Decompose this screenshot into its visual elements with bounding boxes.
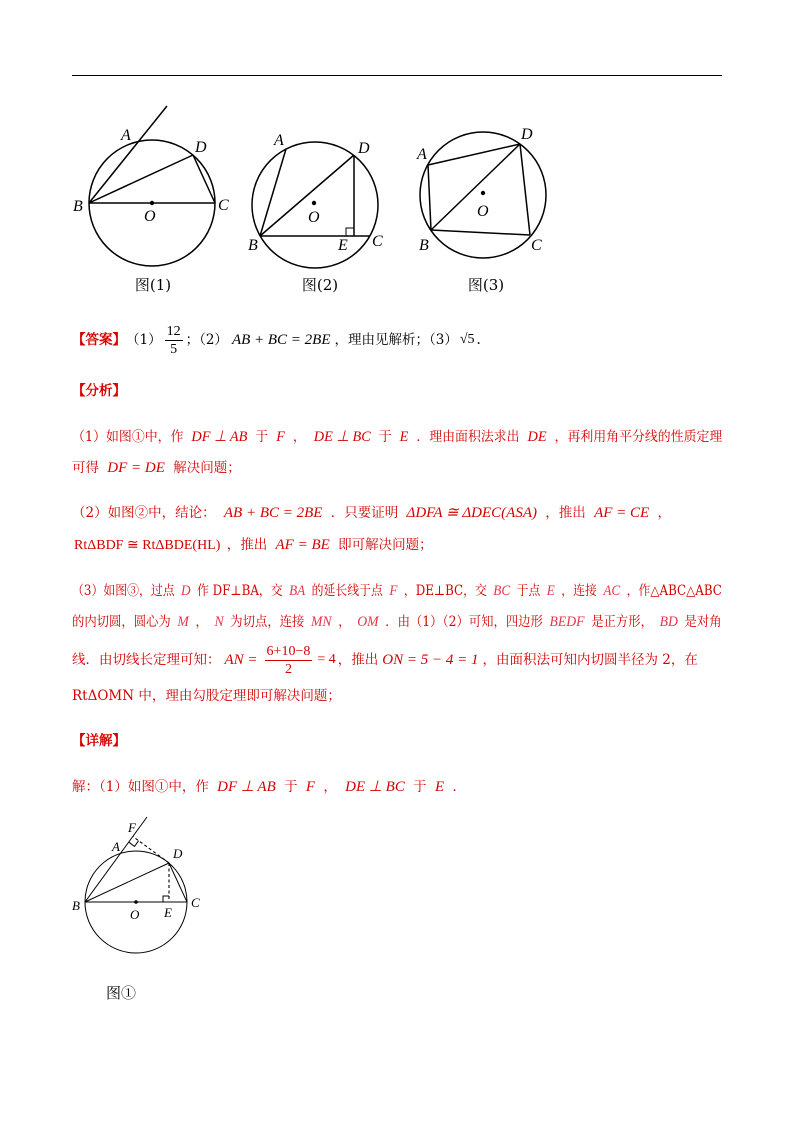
analysis-p1-line-2	[72, 458, 241, 478]
math-segment: AF = CE	[594, 505, 650, 521]
center-dot-o	[481, 191, 485, 195]
point-label-c: C	[218, 197, 229, 214]
detail-heading: 【详解】	[72, 733, 126, 749]
text-segment: ，	[195, 614, 208, 630]
point-label-e: E	[338, 237, 348, 254]
text-segment: 解决问题；	[173, 460, 241, 476]
variable-segment: BEDF	[549, 614, 585, 630]
center-dot-o	[134, 900, 138, 904]
text-segment: ，	[657, 505, 672, 521]
point-label-a: A	[274, 132, 284, 149]
text-segment: ，	[323, 779, 337, 795]
point-label-o: O	[144, 208, 156, 225]
fraction-numerator: 12	[166, 323, 181, 339]
variable-segment: M	[177, 614, 189, 630]
text-segment: ，推出	[545, 505, 586, 521]
text-segment: ，	[338, 614, 351, 630]
right-angle-mark-f	[129, 841, 139, 847]
variable-segment: BA	[289, 583, 306, 599]
text-segment: 是正方形，	[591, 614, 653, 630]
point-label-d: D	[173, 846, 183, 861]
figure-caption: 图(2)	[301, 276, 339, 294]
text-segment: 为切点，连接	[230, 614, 305, 630]
point-label-b: B	[73, 198, 83, 215]
segment-dc	[193, 155, 215, 203]
point-label-c: C	[191, 895, 200, 910]
point-label-c: C	[372, 233, 383, 250]
math-segment: RtΔBDF ≅ RtΔBDE(HL)	[74, 538, 221, 553]
math-segment: DE ⊥ BC	[345, 779, 405, 795]
text-segment: 的内切圆，圆心为	[72, 614, 171, 630]
answer-root: √5	[459, 332, 475, 347]
point-label-b: B	[419, 237, 429, 254]
figure-detail-1	[65, 810, 210, 1010]
variable-segment: E	[546, 583, 555, 599]
segment-bc	[431, 230, 530, 235]
figure-caption: 图①	[105, 984, 137, 1002]
center-dot-o	[312, 201, 316, 205]
analysis-p3-line-4	[72, 686, 341, 706]
detail-line-1	[72, 777, 457, 797]
text-segment: 于	[284, 779, 298, 795]
analysis-p2-line-1	[72, 503, 671, 523]
math-segment: AB + BC = 2BE	[223, 505, 323, 521]
math-segment: DE ⊥ BC	[313, 429, 371, 445]
point-label-d: D	[195, 139, 207, 156]
figure-3	[405, 120, 560, 300]
segment-bd	[260, 155, 354, 236]
variable-segment: OM	[357, 614, 379, 630]
answer-line	[72, 321, 481, 359]
text-segment: 是对角	[684, 614, 722, 630]
point-label-a: A	[417, 146, 427, 163]
header-rule	[72, 75, 722, 76]
segment-ba	[260, 149, 286, 236]
analysis-heading: 【分析】	[72, 383, 126, 399]
circle-o	[252, 142, 378, 268]
text-segment: （3）如图③，过点	[72, 583, 175, 599]
right-angle-mark-e	[163, 896, 169, 902]
text-segment: ，	[292, 429, 306, 445]
text-segment: 作 DF⊥BA，交	[196, 583, 283, 599]
math-segment: = 4	[317, 652, 336, 667]
math-segment: DF ⊥ AB	[191, 429, 248, 445]
tangent-length-fraction	[265, 643, 313, 678]
point-label-o: O	[477, 203, 489, 220]
right-angle-mark-e	[346, 228, 354, 236]
variable-segment: F	[389, 583, 398, 599]
answer-part-3: ，理由见解析；（3）	[334, 332, 458, 348]
point-label-a: A	[121, 127, 131, 144]
math-segment: ON = 5 − 4 = 1	[382, 652, 479, 668]
text-segment: ，DE⊥BC，交	[403, 583, 487, 599]
text-segment: ．由（1）（2）可知，四边形	[385, 614, 543, 630]
analysis-p3-line-2	[72, 612, 722, 632]
math-segment: E	[434, 779, 445, 795]
segment-dc	[169, 863, 187, 902]
text-segment: ，推出	[337, 652, 379, 668]
figure-1	[60, 95, 250, 300]
answer-tag: 【答案】	[72, 332, 126, 348]
text-segment: 解：（1）如图①中，作	[72, 779, 209, 795]
text-segment: 的延长线于点	[311, 583, 383, 599]
point-label-d: D	[521, 126, 533, 143]
detail-heading-line	[72, 731, 126, 751]
text-segment: ，推出	[226, 537, 268, 553]
answer-fraction	[165, 323, 183, 358]
fraction-denominator: 2	[284, 661, 292, 677]
ray-ba-extended	[85, 817, 147, 902]
answer-part-1: （1）	[126, 332, 162, 348]
text-segment: （1）如图①中，作	[72, 429, 184, 445]
text-segment: ，由面积法可知内切圆半径为 2，在	[482, 652, 698, 668]
analysis-p3-line-1	[72, 581, 722, 601]
math-segment: F	[276, 429, 285, 445]
variable-segment: MN	[311, 614, 332, 630]
text-segment: 可得	[72, 460, 99, 476]
math-segment: E	[399, 429, 409, 445]
math-segment: ΔDFA ≅ ΔDEC(ASA)	[406, 505, 537, 521]
text-segment: ．理由面积法求出	[416, 429, 520, 445]
math-segment: DF = DE	[107, 460, 165, 476]
text-segment: 于点	[516, 583, 541, 599]
point-label-c: C	[531, 237, 542, 254]
text-segment: （2）如图②中，结论：	[72, 505, 216, 521]
ray-ba-extended	[89, 106, 167, 203]
center-dot-o	[150, 201, 154, 205]
variable-segment: AC	[603, 583, 621, 599]
answer-part-2: ；（2）	[185, 332, 228, 348]
text-segment: ，再利用角平分线的性质定理	[554, 429, 723, 445]
math-segment: DE	[527, 429, 547, 445]
diagonal-bd	[431, 144, 520, 230]
segment-ab	[428, 165, 431, 230]
figure-caption: 图(1)	[134, 276, 172, 294]
answer-equation: AB + BC = 2BE	[231, 332, 331, 348]
text-segment: 线．由切线长定理可知：	[72, 652, 221, 668]
text-segment: 于	[413, 779, 427, 795]
text-segment: 于	[378, 429, 392, 445]
text-segment: .	[452, 779, 457, 795]
math-segment: DF ⊥ AB	[217, 779, 276, 795]
fraction-denominator: 5	[170, 341, 178, 357]
analysis-p1-line-1	[72, 427, 722, 447]
text-segment: 于	[255, 429, 269, 445]
point-label-d: D	[358, 140, 370, 157]
variable-segment: D	[181, 583, 191, 599]
variable-segment: BC	[493, 583, 511, 599]
text-segment: ，连接	[561, 583, 597, 599]
figure-2	[240, 125, 395, 300]
point-label-a: A	[112, 839, 120, 854]
analysis-heading-line	[72, 381, 126, 401]
point-label-b: B	[72, 898, 80, 913]
text-segment: RtΔOMN 中，理由勾股定理即可解决问题；	[72, 688, 341, 704]
math-segment: AN =	[224, 652, 258, 668]
point-label-b: B	[248, 237, 258, 254]
text-segment: ．只要证明	[330, 505, 399, 521]
point-label-o: O	[308, 209, 320, 226]
text-segment: 即可解决问题；	[338, 537, 433, 553]
segment-cd	[520, 144, 530, 235]
point-label-o: O	[130, 907, 140, 922]
math-segment: F	[305, 779, 316, 795]
answer-part-4: .	[476, 332, 481, 348]
variable-segment: N	[214, 614, 224, 630]
analysis-p2-line-2	[72, 535, 433, 555]
analysis-p3-line-3	[72, 641, 698, 679]
math-segment: AF = BE	[275, 537, 330, 553]
variable-segment: BD	[659, 614, 678, 630]
point-label-f: F	[128, 820, 136, 835]
figure-caption: 图(3)	[467, 276, 505, 294]
point-label-e: E	[164, 905, 172, 920]
fraction-numerator: 6+10−8	[266, 643, 311, 659]
text-segment: ，作△ABC△ABC	[626, 583, 722, 599]
